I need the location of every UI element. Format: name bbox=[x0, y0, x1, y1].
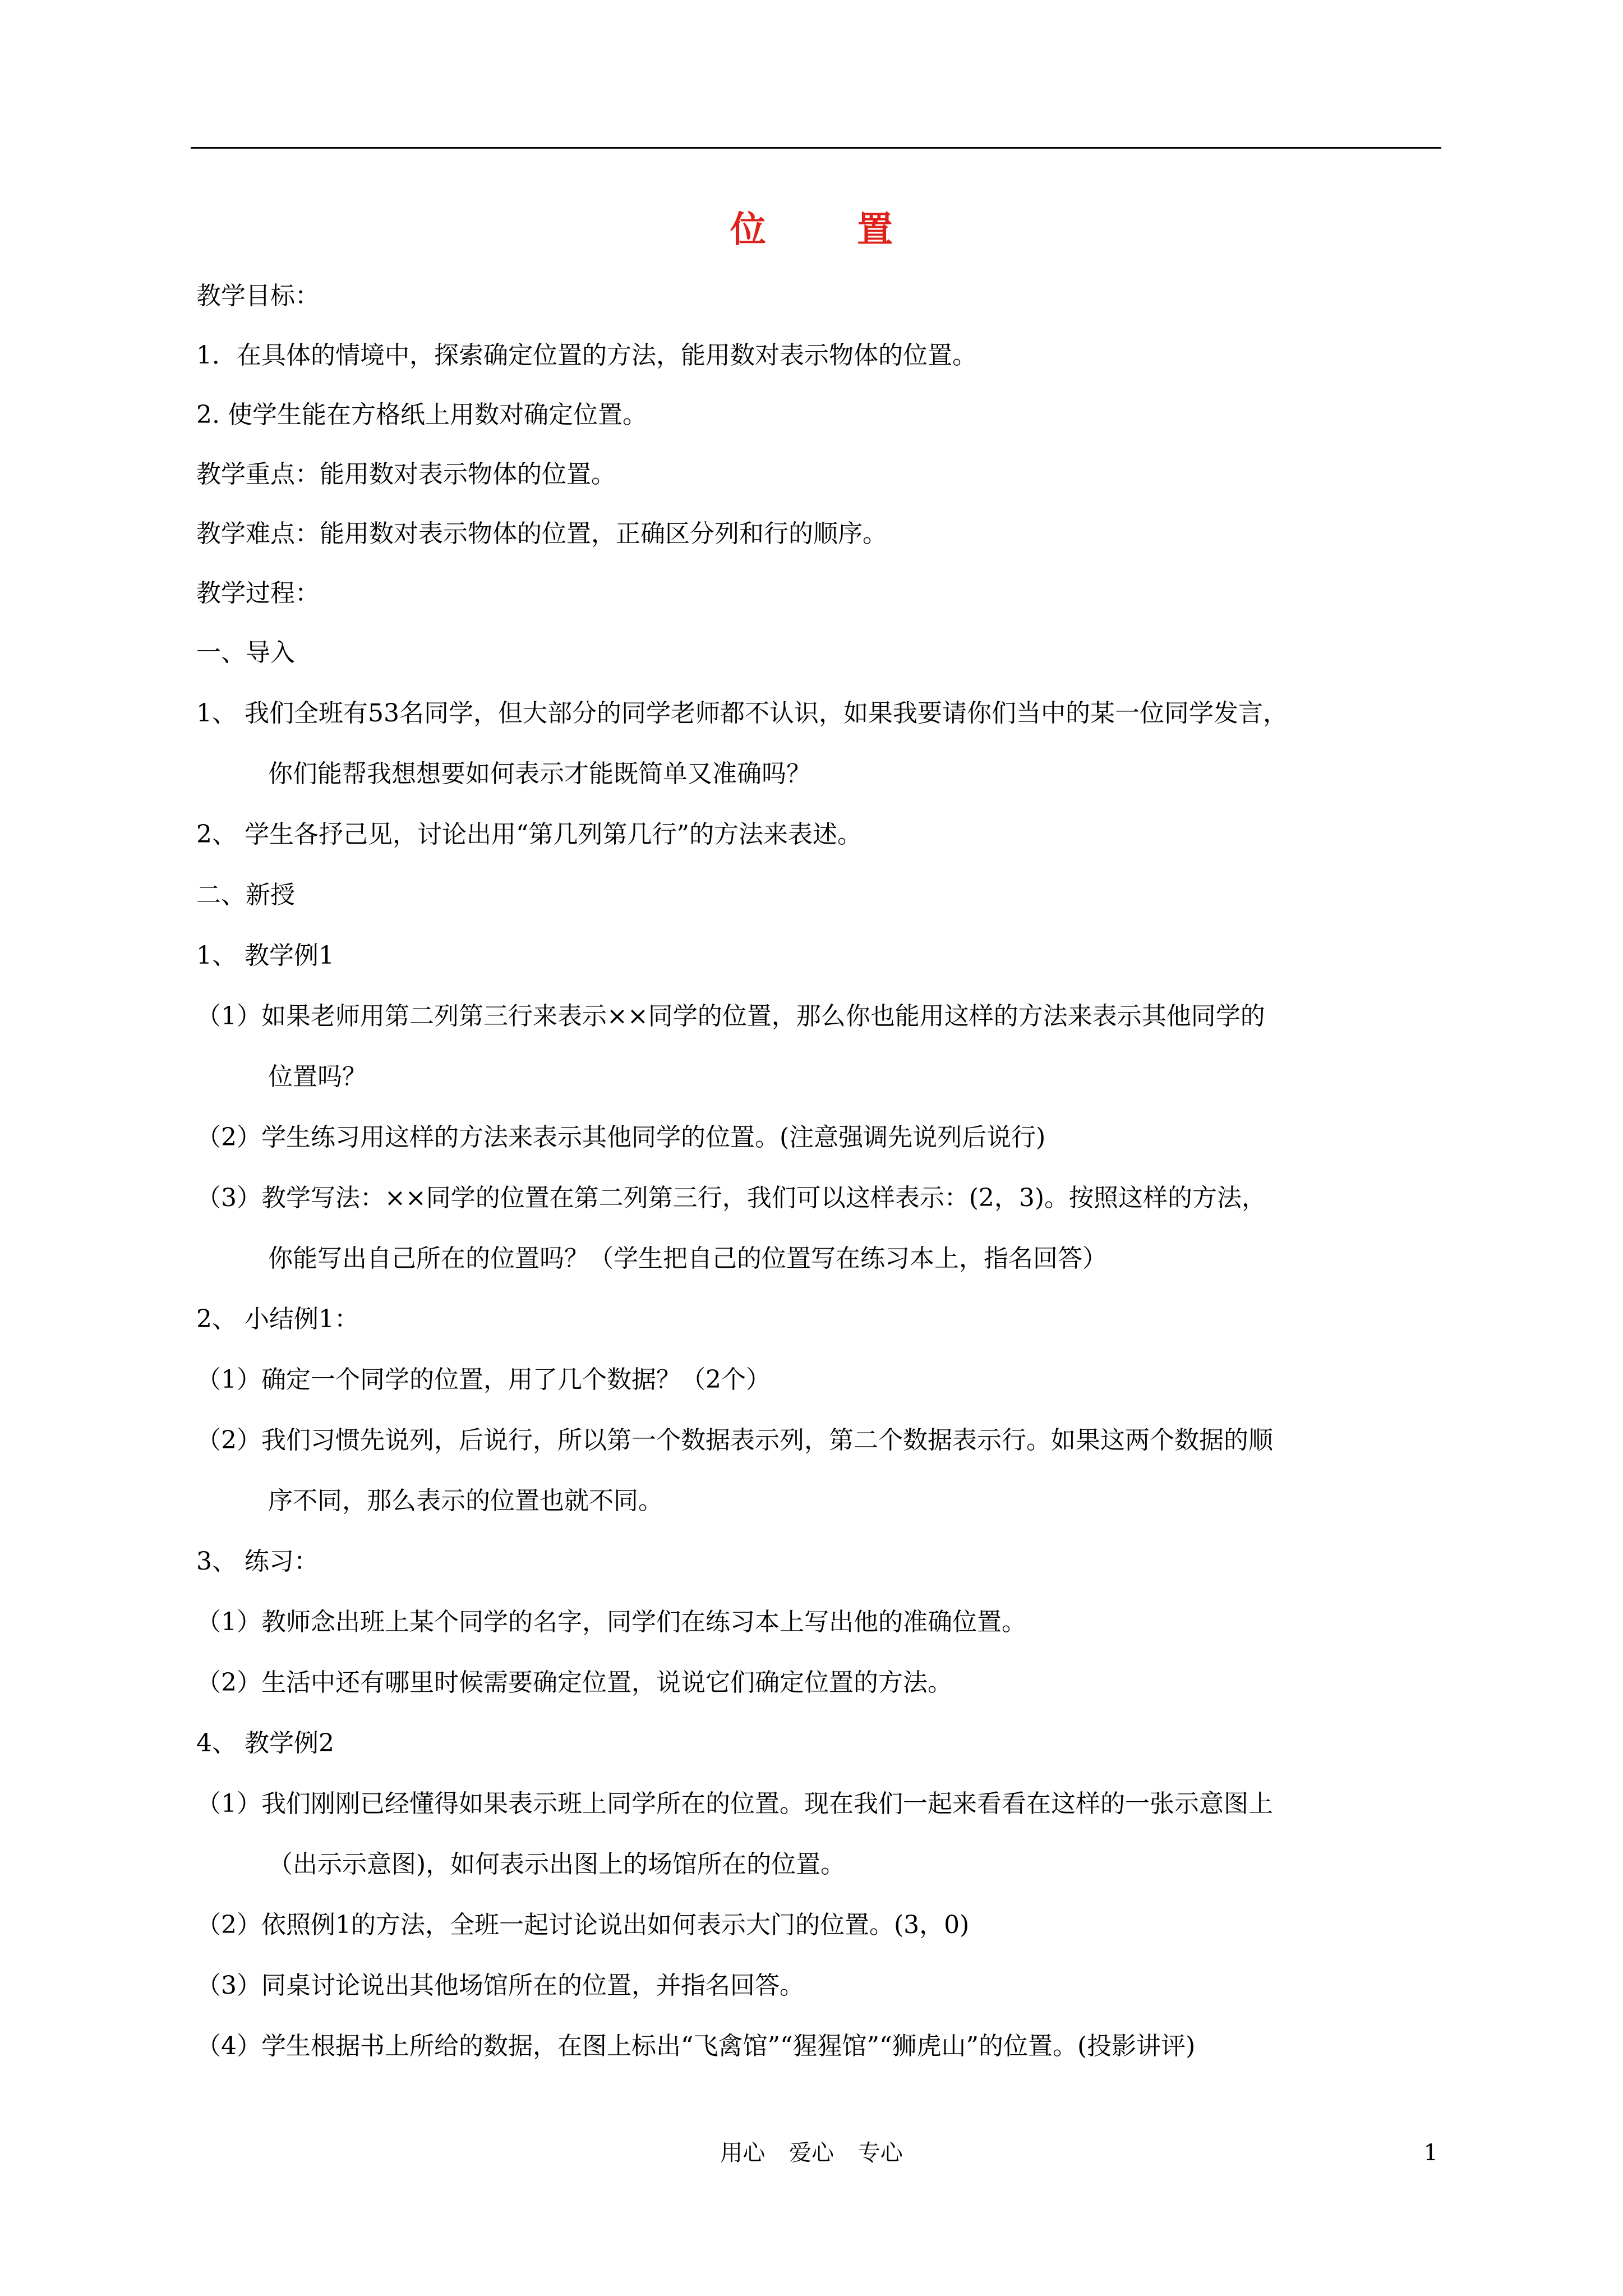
page-title: 位 置 bbox=[730, 209, 933, 251]
text-line: 2、 小结例1： bbox=[196, 1305, 359, 1333]
header-rule bbox=[191, 147, 1441, 149]
text-line: 1．在具体的情境中，探索确定位置的方法，能用数对表示物体的位置。 bbox=[196, 341, 977, 370]
text-line: 一、导入 bbox=[196, 638, 295, 667]
text-line: 位置吗？ bbox=[268, 1062, 367, 1091]
text-line: （2）生活中还有哪里时候需要确定位置，说说它们确定位置的方法。 bbox=[196, 1668, 952, 1697]
text-line: （1）如果老师用第二列第三行来表示××同学的位置，那么你也能用这样的方法来表示其他同学的 bbox=[196, 1002, 1265, 1030]
text-line: （2）我们习惯先说列，后说行，所以第一个数据表示列，第二个数据表示行。如果这两个数据的顺 bbox=[196, 1426, 1273, 1455]
text-line: 1、 教学例1 bbox=[196, 941, 334, 970]
text-line: 序不同，那么表示的位置也就不同。 bbox=[268, 1487, 663, 1515]
text-line: （2）学生练习用这样的方法来表示其他同学的位置。(注意强调先说列后说行) bbox=[196, 1123, 1046, 1152]
text-line: 1、 我们全班有53名同学，但大部分的同学老师都不认识，如果我要请你们当中的某一位同学发言， bbox=[196, 699, 1288, 728]
text-line: （4）学生根据书上所给的数据，在图上标出“飞禽馆”“猩猩馆”“狮虎山”的位置。(投影讲评) bbox=[196, 2032, 1196, 2060]
text-line: （3）同桌讨论说出其他场馆所在的位置，并指名回答。 bbox=[196, 1971, 804, 2000]
text-line: 教学目标： bbox=[196, 282, 320, 310]
text-line: 2. 使学生能在方格纸上用数对确定位置。 bbox=[196, 401, 647, 429]
text-line: （出示示意图)，如何表示出图上的场馆所在的位置。 bbox=[268, 1850, 846, 1879]
text-line: （1）我们刚刚已经懂得如果表示班上同学所在的位置。现在我们一起来看看在这样的一张示意图上 bbox=[196, 1789, 1273, 1818]
text-line: 教学重点：能用数对表示物体的位置。 bbox=[196, 460, 616, 489]
text-line: 你能写出自己所在的位置吗？（学生把自己的位置写在练习本上，指名回答） bbox=[268, 1244, 1107, 1273]
text-line: 二、新授 bbox=[196, 881, 295, 909]
text-line: （3）教学写法：××同学的位置在第二列第三行，我们可以这样表示：(2，3)。按照这样的方法， bbox=[196, 1184, 1267, 1212]
text-line: 你们能帮我想想要如何表示才能既简单又准确吗？ bbox=[268, 760, 811, 788]
text-line: 教学难点：能用数对表示物体的位置，正确区分列和行的顺序。 bbox=[196, 519, 887, 548]
footer-motto: 用心 爱心 专心 bbox=[720, 2140, 903, 2166]
text-line: （2）依照例1的方法，全班一起讨论说出如何表示大门的位置。(3，0) bbox=[196, 1911, 970, 1939]
page-number: 1 bbox=[1423, 2140, 1438, 2166]
text-line: 教学过程： bbox=[196, 579, 320, 608]
text-line: 3、 练习： bbox=[196, 1547, 319, 1576]
text-line: 2、 学生各抒己见，讨论出用“第几列第几行”的方法来表述。 bbox=[196, 820, 862, 849]
text-line: （1）确定一个同学的位置，用了几个数据？（2个） bbox=[196, 1365, 771, 1394]
text-line: 4、 教学例2 bbox=[196, 1729, 334, 1757]
text-line: （1）教师念出班上某个同学的名字，同学们在练习本上写出他的准确位置。 bbox=[196, 1608, 1026, 1636]
